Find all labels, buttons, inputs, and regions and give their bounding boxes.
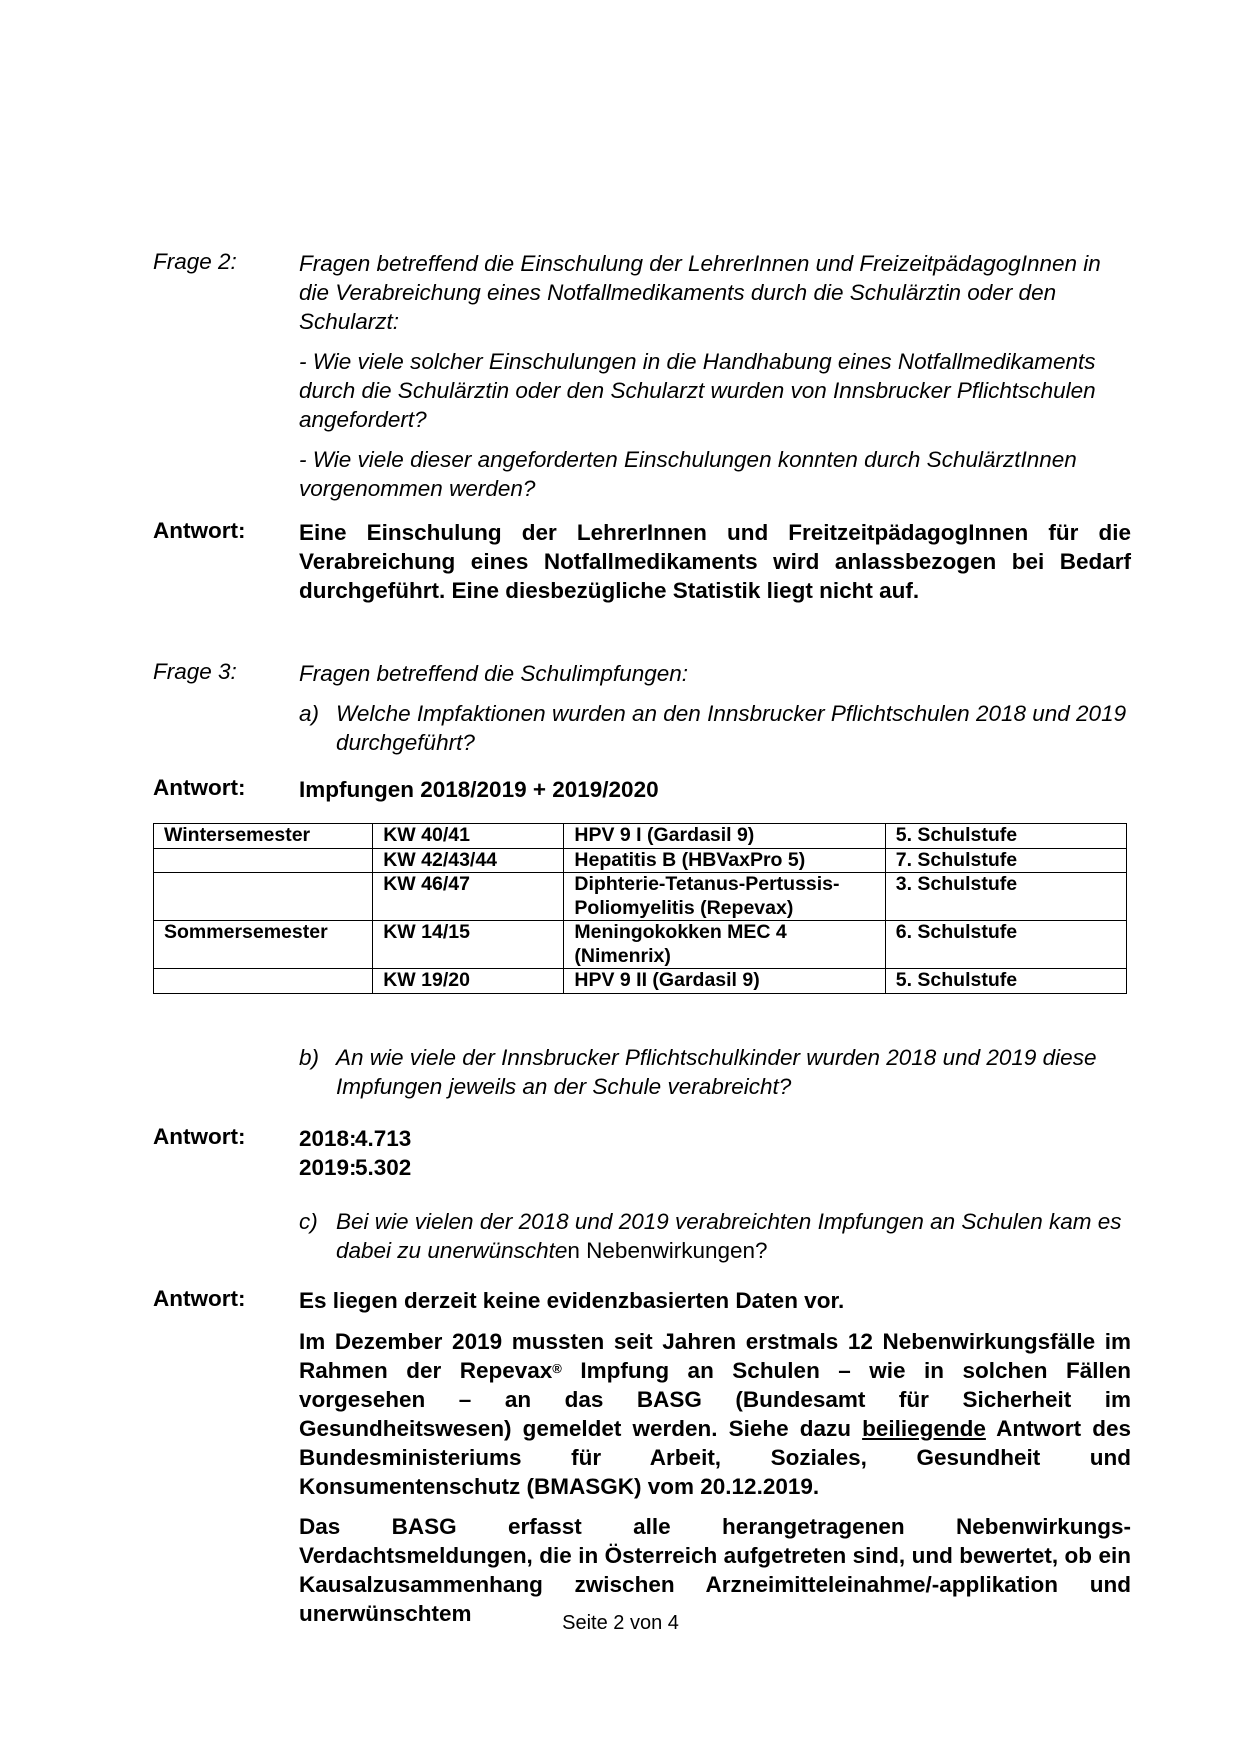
table-cell: 7. Schulstufe (885, 848, 1126, 873)
table-cell: 6. Schulstufe (885, 921, 1126, 969)
table-row (154, 824, 1127, 849)
table-row (154, 921, 1127, 969)
underlined-word: beiliegende (862, 1416, 986, 1441)
question-3a-marker: a) (299, 701, 320, 726)
question-3b-text: An wie viele der Innsbrucker Pflichtschulkinder wurden 2018 und 2019 diese Impfungen jeweils an der Schule verabreicht? (336, 1045, 1097, 1099)
table-cell: Hepatitis B (HBVaxPro 5) (564, 848, 885, 873)
table-cell: Wintersemester (154, 824, 373, 849)
table-row (154, 873, 1127, 921)
answer-3b-row-2018: 2018:4.713 (299, 1126, 412, 1151)
answer-3c-paragraph-3: Das BASG erfasst alle herangetragenen Nebenwirkungs-Verdachtsmeldungen, die in Österreich aufgetreten sind, und bewertet, ob ein Kausalzusammenhang zwischen Arzneimitteleinahme/-applikation und unerwünschtem (299, 1514, 1131, 1626)
table-cell: Sommersemester (154, 921, 373, 969)
table-cell: Diphterie-Tetanus-Pertussis-Poliomyelitis (Repevax) (564, 873, 885, 921)
answer-3c-paragraph-1: Es liegen derzeit keine evidenzbasierten Daten vor. (299, 1288, 845, 1313)
table-cell: KW 19/20 (373, 969, 564, 994)
table-cell: 5. Schulstufe (885, 824, 1126, 849)
table-cell: 5. Schulstufe (885, 969, 1126, 994)
table-cell: Meningokokken MEC 4 (Nimenrix) (564, 921, 885, 969)
question-3c (299, 1207, 1131, 1265)
table-cell: KW 46/47 (373, 873, 564, 921)
question-2-label: Frage 2: (153, 249, 237, 274)
answer-3a-label: Antwort: (153, 775, 246, 800)
question-2-bullet-1: - Wie viele solcher Einschulungen in die Handhabung eines Notfallmedikaments durch die Schulärztin oder den Schularzt wurden von Innsbrucker Pflichtschulen angefordert? (299, 349, 1096, 432)
question-3b (299, 1043, 1131, 1101)
table-row (154, 969, 1127, 994)
answer-3b-values (299, 1124, 1131, 1182)
table-cell (154, 848, 373, 873)
answer-3c-paragraph-2: Im Dezember 2019 mussten seit Jahren erstmals 12 Nebenwirkungsfälle im Rahmen der Repevax® Impfung an Schulen – wie in solchen Fällen vorgesehen – an das BASG (Bundesamt für Sicherheit im Gesundheitswesen) gemeldet werden. Siehe dazu beiliegende Antwort des Bundesministeriums für Arbeit, Soziales, Gesundheit und Konsumentenschutz (BMASGK) vom 20.12.2019. (299, 1329, 1132, 1499)
table-cell: HPV 9 II (Gardasil 9) (564, 969, 885, 994)
vaccination-table (153, 823, 1127, 994)
answer-2-text: Eine Einschulung der LehrerInnen und FreitzeitpädagogInnen für die Verabreichung eines Notfallmedikaments wird anlassbezogen bei Bedarf durchgeführt. Eine diesbezügliche Statistik liegt nicht auf. (299, 520, 1131, 603)
table-cell: HPV 9 I (Gardasil 9) (564, 824, 885, 849)
page-footer: Seite 2 von 4 (562, 1612, 679, 1634)
question-2-intro: Fragen betreffend die Einschulung der LehrerInnen und FreizeitpädagogInnen in die Verabreichung eines Notfallmedikaments durch die Schulärztin oder den Schularzt: (299, 251, 1101, 334)
question-3-label: Frage 3: (153, 659, 237, 684)
answer-3b-row-2019: 2019:5.302 (299, 1155, 412, 1180)
table-row (154, 848, 1127, 873)
answer-3b-label: Antwort: (153, 1124, 246, 1149)
question-3c-marker: c) (299, 1209, 318, 1234)
question-3a-text: Welche Impfaktionen wurden an den Innsbrucker Pflichtschulen 2018 und 2019 durchgeführt? (336, 701, 1127, 755)
answer-3a-heading: Impfungen 2018/2019 + 2019/2020 (299, 777, 659, 802)
answer-2-label: Antwort: (153, 518, 246, 543)
table-cell (154, 873, 373, 921)
table-cell: 3. Schulstufe (885, 873, 1126, 921)
question-3-intro: Fragen betreffend die Schulimpfungen: (299, 661, 689, 686)
question-2-bullet-2: - Wie viele dieser angeforderten Einschulungen konnten durch SchulärztInnen vorgenommen werden? (299, 447, 1077, 501)
table-cell: KW 40/41 (373, 824, 564, 849)
table-cell: KW 42/43/44 (373, 848, 564, 873)
table-cell: KW 14/15 (373, 921, 564, 969)
table-cell (154, 969, 373, 994)
question-3b-marker: b) (299, 1045, 320, 1070)
answer-3c-label: Antwort: (153, 1286, 246, 1311)
question-3a (299, 699, 1131, 757)
question-3c-text: Bei wie vielen der 2018 und 2019 verabreichten Impfungen an Schulen kam es dabei zu unerwünschten Nebenwirkungen? (336, 1209, 1122, 1263)
